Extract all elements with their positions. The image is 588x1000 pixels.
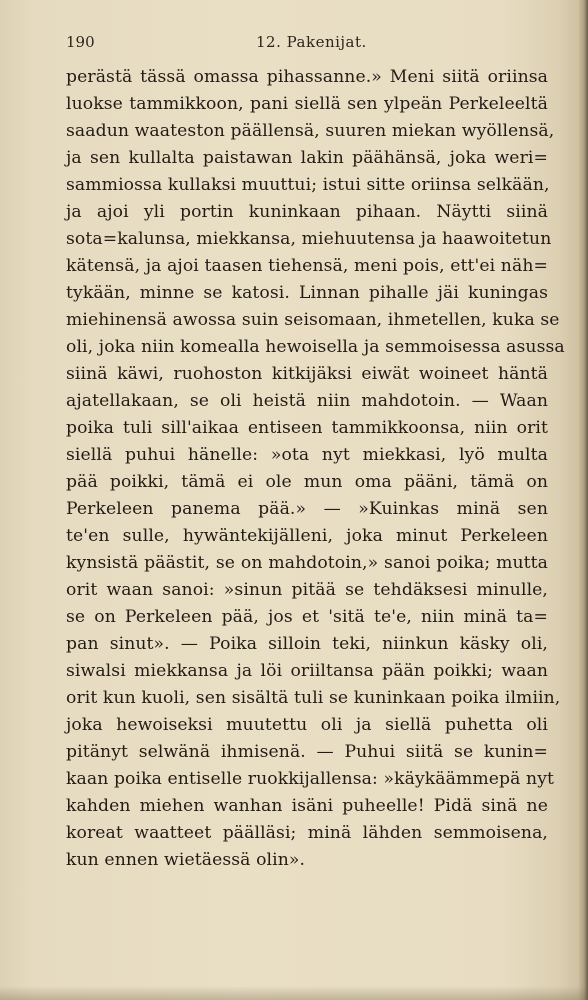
page-number: 190 bbox=[66, 33, 95, 51]
text-line: sammiossa kullaksi muuttui; istui sitte oriinsa selkään, bbox=[66, 175, 550, 195]
text-line: se on Perkeleen pää, jos et 'sitä te'e, niin minä ta= bbox=[66, 607, 548, 627]
text-line: sota=kalunsa, miekkansa, miehuutensa ja haawoitetun bbox=[66, 229, 552, 249]
text-line: ja sen kullalta paistawan lakin päähänsä, joka weri= bbox=[66, 148, 548, 168]
body-text bbox=[66, 64, 565, 874]
text-line: perästä tässä omassa pihassanne.» Meni siitä oriinsa bbox=[66, 67, 548, 87]
text-line: kahden miehen wanhan isäni puheelle! Pidä sinä ne bbox=[66, 796, 548, 816]
text-line: luokse tammikkoon, pani siellä sen ylpeän Perkeleeltä bbox=[66, 94, 548, 114]
text-line: kätensä, ja ajoi taasen tiehensä, meni pois, ett'ei näh= bbox=[66, 256, 548, 276]
text-line: ja ajoi yli portin kuninkaan pihaan. Näytti siinä bbox=[66, 202, 548, 222]
text-line: kaan poika entiselle ruokkijallensa: »käykäämmepä nyt bbox=[66, 769, 555, 789]
text-line: joka hewoiseksi muutettu oli ja siellä puhetta oli bbox=[66, 715, 548, 735]
text-line: saadun waateston päällensä, suuren miekan wyöllensä, bbox=[66, 121, 555, 141]
text-line: siinä käwi, ruohoston kitkijäksi eiwät woineet häntä bbox=[66, 364, 548, 384]
text-line: siellä puhui hänelle: »ota nyt miekkasi, lyö multa bbox=[66, 445, 548, 465]
text-line: pitänyt selwänä ihmisenä. — Puhui siitä se kunin= bbox=[66, 742, 548, 762]
running-head: 12. Pakenijat. bbox=[256, 33, 367, 51]
text-line: pan sinut». — Poika silloin teki, niinkun käsky oli, bbox=[66, 634, 548, 654]
text-line: kynsistä päästit, se on mahdotoin,» sanoi poika; mutta bbox=[66, 553, 548, 573]
text-line: miehinensä awossa suin seisomaan, ihmetellen, kuka se bbox=[66, 310, 560, 330]
text-line: Perkeleen panema pää.» — »Kuinkas minä sen bbox=[66, 499, 548, 519]
text-line: orit kun kuoli, sen sisältä tuli se kuninkaan poika ilmiin, bbox=[66, 688, 561, 708]
text-line: kun ennen wietäessä olin». bbox=[66, 850, 306, 870]
text-line: poika tuli sill'aikaa entiseen tammikkoonsa, niin orit bbox=[66, 418, 548, 438]
page-edge-shadow bbox=[578, 0, 588, 1000]
text-line: pää poikki, tämä ei ole mun oma pääni, tämä on bbox=[66, 472, 548, 492]
page-header bbox=[66, 33, 548, 55]
text-line: koreat waatteet päälläsi; minä lähden semmoisena, bbox=[66, 823, 548, 843]
text-line: orit waan sanoi: »sinun pitää se tehdäksesi minulle, bbox=[66, 580, 548, 600]
text-line: siwalsi miekkansa ja löi oriiltansa pään poikki; waan bbox=[66, 661, 548, 681]
text-line: tykään, minne se katosi. Linnan pihalle jäi kuningas bbox=[66, 283, 548, 303]
text-line: oli, joka niin komealla hewoisella ja semmoisessa asussa bbox=[66, 337, 565, 357]
text-line: te'en sulle, hywäntekijälleni, joka minut Perkeleen bbox=[66, 526, 548, 546]
page-bottom-shadow bbox=[0, 986, 588, 1000]
text-line: ajatellakaan, se oli heistä niin mahdotoin. — Waan bbox=[66, 391, 548, 411]
